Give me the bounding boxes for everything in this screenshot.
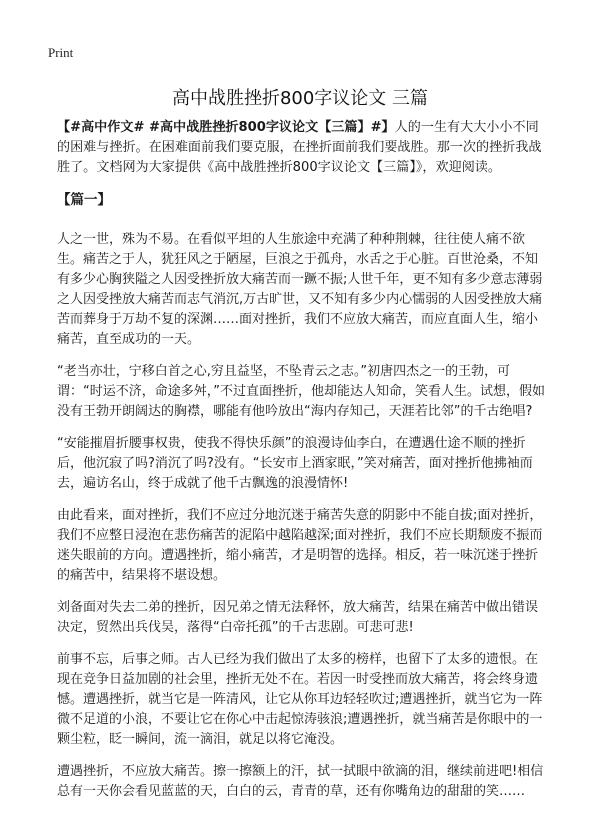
body-paragraph: 遭遇挫折，不应放大痛苦。擦一擦额上的汗，拭一拭眼中欲滴的泪，继续前进吧!相信总有一天你会看见蓝蓝的天，白白的云，青青的草，还有你嘴角边的甜甜的笑…… [57,764,544,799]
intro-paragraph [57,118,550,178]
body-paragraph: 人之一世，殊为不易。在看似平坦的人生旅途中充满了种种荆棘，往往使人痛不欲生。痛苦之于人，犹狂风之于陋屋，巨浪之于孤舟，水舌之于心脏。百世沧桑，不知有多少心胸狭隘之人因受挫折放大痛苦而一蹶不振;人世千年，更不知有多少意志薄弱之人因受挫放大痛苦而志气消沉,万古旷世，又不知有多少内心懦弱的人因受挫放大痛苦而葬身于万劫不复的深渊……面对挫折，我们不应放大痛苦，而应直面人生，缩小痛苦，直至成功的一天。 [57,232,543,347]
intro-text: 人的一生有大大小小不同的困难与挫折。在困难面前我们要克服，在挫折面前我们要战胜。那一次的挫折我战胜了。文档网为大家提供《高中战胜挫折800字议论文【三篇】》，欢迎阅读。 [57,120,542,175]
print-label: Print [48,45,74,60]
document-title: 高中战胜挫折800字议论文 三篇 [171,88,429,109]
body-paragraph: 刘备面对失去二弟的挫折，因兄弟之情无法释怀，放大痛苦，结果在痛苦中做出错误决定，贸然出兵伐吴，落得“白帝托孤”的千古悲剧。可悲可悲! [57,600,539,635]
document-body [57,118,550,814]
body-paragraph: “安能摧眉折腰事权贵，使我不得快乐颜”的浪漫诗仙李白，在遭遇仕途不顺的挫折后，他沉寂了吗?消沉了吗?没有。“长安市上酒家眠，”笑对痛苦，面对挫折他拂袖而去，遍访名山，终于成就了他千古飘逸的浪漫情怀! [57,436,533,491]
body-paragraph: “老当亦壮，宁移白首之心,穷且益坚，不坠青云之志。”初唐四杰之一的王勃，可谓：“时运不济，命途多舛，”不过直面挫折，他却能达人知命，笑看人生。试想，假如没有王勃开朗阔达的胸襟，哪能有他吟放出“海内存知己，天涯若比邻”的千古绝唱? [57,364,545,419]
section-heading: 【篇一】 [57,192,111,208]
body-paragraph: 前事不忘，后事之师。古人已经为我们做出了太多的榜样，也留下了太多的遗恨。在现在竞争日益加剧的社会里，挫折无处不在。若因一时受挫而放大痛苦，将会终身遗憾。遭遇挫折，就当它是一阵清风，让它从你耳边轻轻吹过;遭遇挫折，就当它为一阵微不足道的小浪，不要让它在你心中击起惊涛骇浪;遭遇挫折，就当痛苦是你眼中的一颗尘粒，眨一瞬间，流一滴泪，就足以将它淹没。 [57,652,543,747]
intro-tag: 【#高中作文# #高中战胜挫折800字议论文【三篇】#】 [57,120,395,135]
body-paragraph: 由此看来，面对挫折，我们不应过分地沉迷于痛苦失意的阴影中不能自拔;面对挫折，我们不应整日浸泡在悲伤痛苦的泥陷中越陷越深;面对挫折，我们不应长期颓废不振而迷失眼前的方向。遭遇挫折，缩小痛苦，才是明智的选择。相反，若一味沉迷于挫折的痛苦中，结果将不堪设想。 [57,508,543,583]
